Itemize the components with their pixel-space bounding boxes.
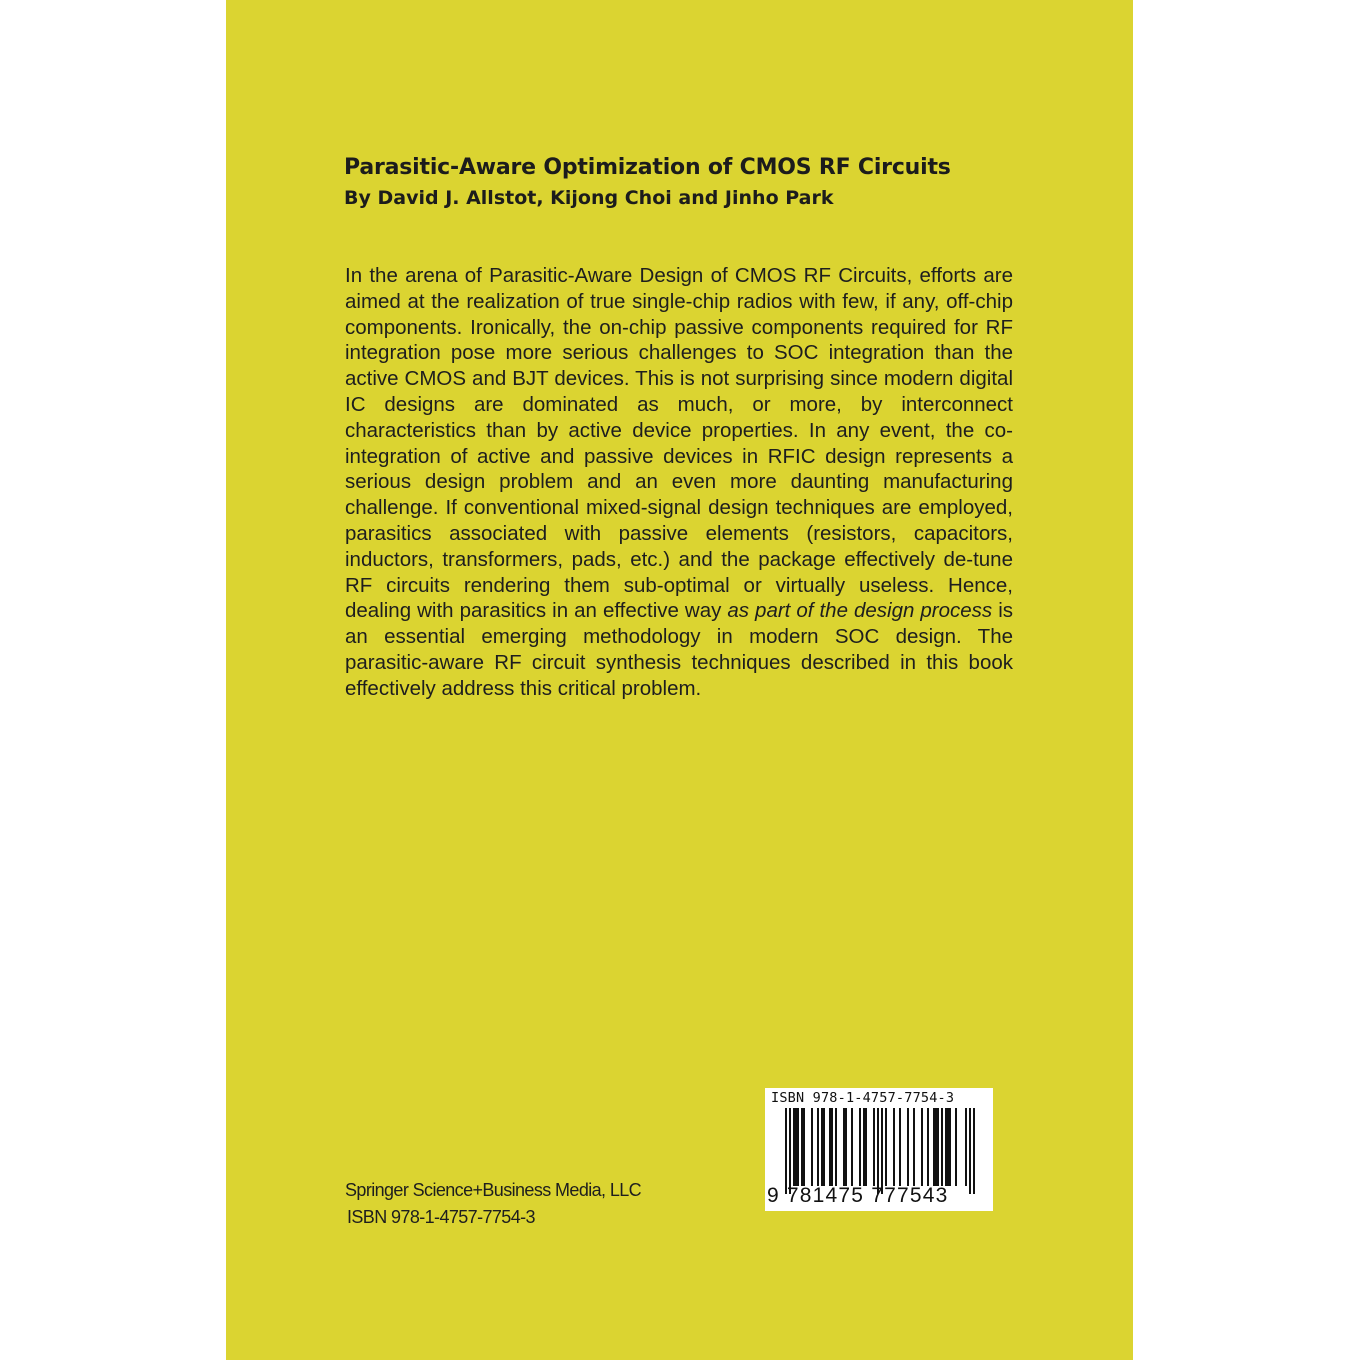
- barcode-bar: [859, 1108, 861, 1186]
- barcode-bar: [793, 1108, 799, 1186]
- barcode-bar: [927, 1108, 929, 1186]
- barcode-bar: [885, 1108, 887, 1186]
- description-text-1: In the arena of Parasitic-Aware Design of CMOS RF Circuits, efforts are aimed at the realization of true single-chip radios with few, if any, off-chip components. Ironically, the on-chip passive components required for RF integration pose more serious challenges to SOC integration than the active CMOS and BJT devices. This is not surprising since modern digital IC designs are dominated as much, or more, by interconnect characteristics than by active device properties. In any event, the co-integration of active and passive devices in RFIC design represents a serious design problem and an even more daunting manufacturing challenge. If conventional mixed-signal design techniques are employed, parasitics associated with passive elements (resistors, capacitors, inductors, transformers, pads, etc.) and the package effectively de-tune RF circuits rendering them sub-optimal or virtually useless. Hence, dealing with parasitics in an effective way: [345, 264, 1013, 623]
- barcode-bar: [945, 1108, 951, 1186]
- barcode-bar: [941, 1108, 943, 1186]
- barcode-digits: 9 781475 777543: [767, 1184, 949, 1207]
- barcode-bar: [899, 1108, 901, 1186]
- barcode-bar: [973, 1108, 975, 1194]
- barcode-label: [765, 1088, 993, 1211]
- book-title: Parasitic-Aware Optimization of CMOS RF Circuits: [344, 155, 951, 180]
- barcode-bar: [913, 1108, 915, 1186]
- isbn-text: ISBN 978-1-4757-7754-3: [347, 1207, 535, 1227]
- description-emphasis: as part of the design process: [727, 599, 993, 623]
- barcode-bar: [933, 1108, 939, 1186]
- barcode-bar: [863, 1108, 867, 1186]
- barcode-bar: [835, 1108, 837, 1186]
- barcode-bar: [843, 1108, 847, 1186]
- barcode-bar: [821, 1108, 825, 1186]
- barcode-bar: [921, 1108, 923, 1186]
- barcode-bar: [873, 1108, 875, 1186]
- barcode-bar: [801, 1108, 805, 1186]
- book-authors: By David J. Allstot, Kijong Choi and Jinho Park: [344, 187, 834, 209]
- barcode-isbn-label: ISBN 978-1-4757-7754-3: [771, 1090, 955, 1106]
- book-description: [345, 263, 1013, 702]
- barcode-bar: [785, 1108, 787, 1194]
- barcode-bar: [817, 1108, 819, 1186]
- barcode-bar: [811, 1108, 813, 1186]
- description-text-2: is an essential emerging methodology in modern SOC design. The parasitic-aware RF circuit synthesis techniques described in this book effectively address this critical problem.: [345, 599, 1013, 700]
- barcode-bar: [893, 1108, 895, 1186]
- barcode-bar: [955, 1108, 957, 1186]
- barcode-bar: [907, 1108, 909, 1186]
- barcode-bar: [851, 1108, 853, 1186]
- title-block: [344, 153, 1024, 213]
- barcode-bar: [965, 1108, 967, 1186]
- publisher-name: Springer Science+Business Media, LLC: [345, 1180, 642, 1200]
- barcode-bar: [881, 1108, 883, 1194]
- barcode-bar: [829, 1108, 833, 1186]
- barcode-bar: [789, 1108, 791, 1194]
- barcode-bar: [877, 1108, 879, 1194]
- barcode-bar: [969, 1108, 971, 1194]
